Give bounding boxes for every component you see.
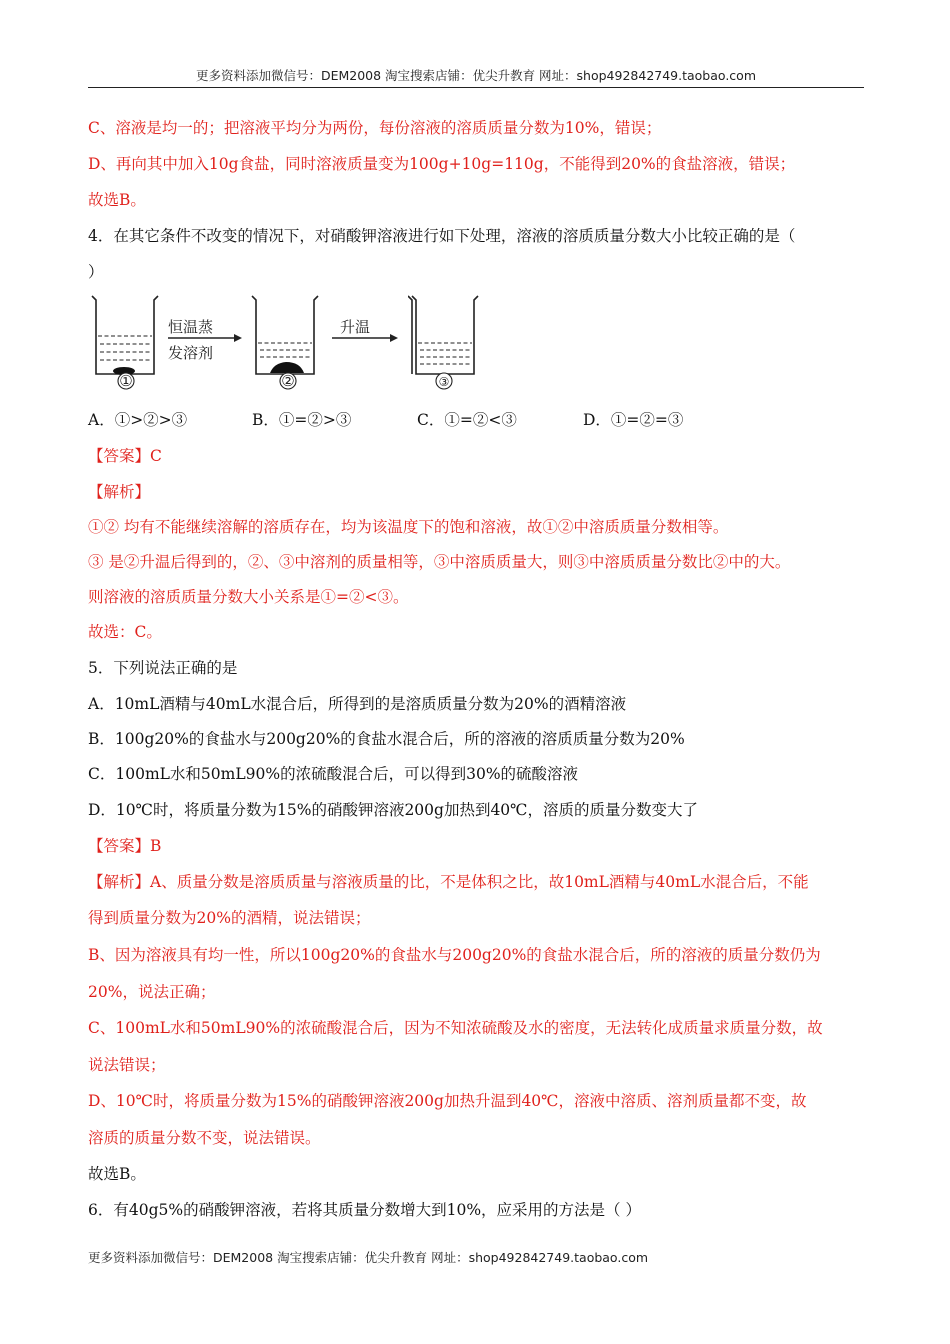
q5-analysis-line: B、因为溶液具有均一性，所以100g20%的食盐水与200g20%的食盐水混合后，所的溶液的质量分数仍为 [88,946,821,964]
q4-analysis-label: 【解析】 [88,483,151,501]
q5-analysis-line: 20%，说法正确； [88,983,216,1001]
beaker-3-label: ③ [438,375,450,389]
q5-analysis-line: 得到质量分数为20%的酒精，说法错误； [88,909,371,927]
q4-option-c: C．①=②<③ [417,411,517,429]
beaker-2 [252,296,318,390]
beaker-process-diagram [88,292,418,392]
q5-analysis-label: 【解析】 [88,873,151,891]
prev-conclusion: 故选B。 [88,191,146,209]
q5-option-b: B．100g20%的食盐水与200g20%的食盐水混合后，所的溶液的溶质质量分数为20% [88,730,685,748]
q4-option-d: D．①=②=③ [583,411,684,429]
page-header: 更多资料添加微信号：DEM2008 淘宝搜索店铺：优尖升教育 网址：shop492842749.taobao.com [195,68,757,83]
q5-analysis-line: A、质量分数是溶质质量与溶液质量的比，不是体积之比，故10mL酒精与40mL水混合后，不能 [150,873,809,891]
q4-stem: 4．在其它条件不改变的情况下，对硝酸钾溶液进行如下处理，溶液的溶质质量分数大小比较正确的是（ [88,227,796,245]
q5-analysis-line: C、100mL水和50mL90%的浓硫酸混合后，因为不知浓硫酸及水的密度，无法转化成质量求质量分数，故 [88,1019,823,1037]
q5-stem: 5．下列说法正确的是 [88,659,238,677]
beaker-1 [92,296,158,390]
q5-analysis-line: D、10℃时，将质量分数为15%的硝酸钾溶液200g加热升温到40℃，溶液中溶质、溶剂质量都不变，故 [88,1092,807,1110]
beaker-3-figure [408,292,488,392]
q5-option-c: C．100mL水和50mL90%的浓硫酸混合后，可以得到30%的硫酸溶液 [88,765,579,783]
arrow-1-label-line2: 发溶剂 [168,344,214,362]
arrow-1-label-line1: 恒温蒸 [168,318,214,336]
q4-stem-cont: ） [88,263,104,281]
q5-conclusion: 故选B。 [88,1165,146,1183]
q6-stem: 6．有40g5%的硝酸钾溶液，若将其质量分数增大到10%，应采用的方法是（ ） [88,1201,641,1219]
arrow-2-label: 升温 [340,318,371,336]
q4-analysis-line: ①② 均有不能继续溶解的溶质存在，均为该温度下的饱和溶液，故①②中溶质质量分数相等。 [88,518,729,536]
q5-option-a: A．10mL酒精与40mL水混合后，所得到的是溶质质量分数为20%的酒精溶液 [88,695,627,713]
q4-analysis-line: 则溶液的溶质质量分数大小关系是①=②<③。 [88,588,409,606]
q5-option-d: D．10℃时，将质量分数为15%的硝酸钾溶液200g加热到40℃，溶质的质量分数变大了 [88,801,699,819]
beaker-1-label: ① [119,372,133,390]
q4-option-a: A．①>②>③ [88,411,188,429]
arrow-2 [332,318,398,342]
q4-answer: 【答案】C [88,447,162,465]
page-footer: 更多资料添加微信号：DEM2008 淘宝搜索店铺：优尖升教育 网址：shop492842749.taobao.com [88,1250,649,1265]
q5-analysis-line: 溶质的质量分数不变，说法错误。 [88,1129,321,1147]
q5-analysis-first [88,872,878,892]
prev-analysis-c: C、溶液是均一的；把溶液平均分为两份，每份溶液的溶质质量分数为10%，错误； [88,119,662,137]
prev-analysis-d: D、再向其中加入10g食盐，同时溶液质量变为100g+10g=110g，不能得到20%的食盐溶液，错误； [88,155,796,173]
q4-conclusion: 故选：C。 [88,623,162,641]
q5-analysis-line: 说法错误； [88,1056,166,1074]
q4-option-b: B．①=②>③ [252,411,352,429]
figure-mask [404,292,408,392]
header-divider [88,87,864,88]
beaker-2-label: ② [281,372,295,390]
arrow-1 [168,318,242,362]
q5-answer: 【答案】B [88,837,162,855]
q4-analysis-line: ③ 是②升温后得到的，②、③中溶剂的质量相等，③中溶质质量大，则③中溶质质量分数比②中的大。 [88,553,791,571]
